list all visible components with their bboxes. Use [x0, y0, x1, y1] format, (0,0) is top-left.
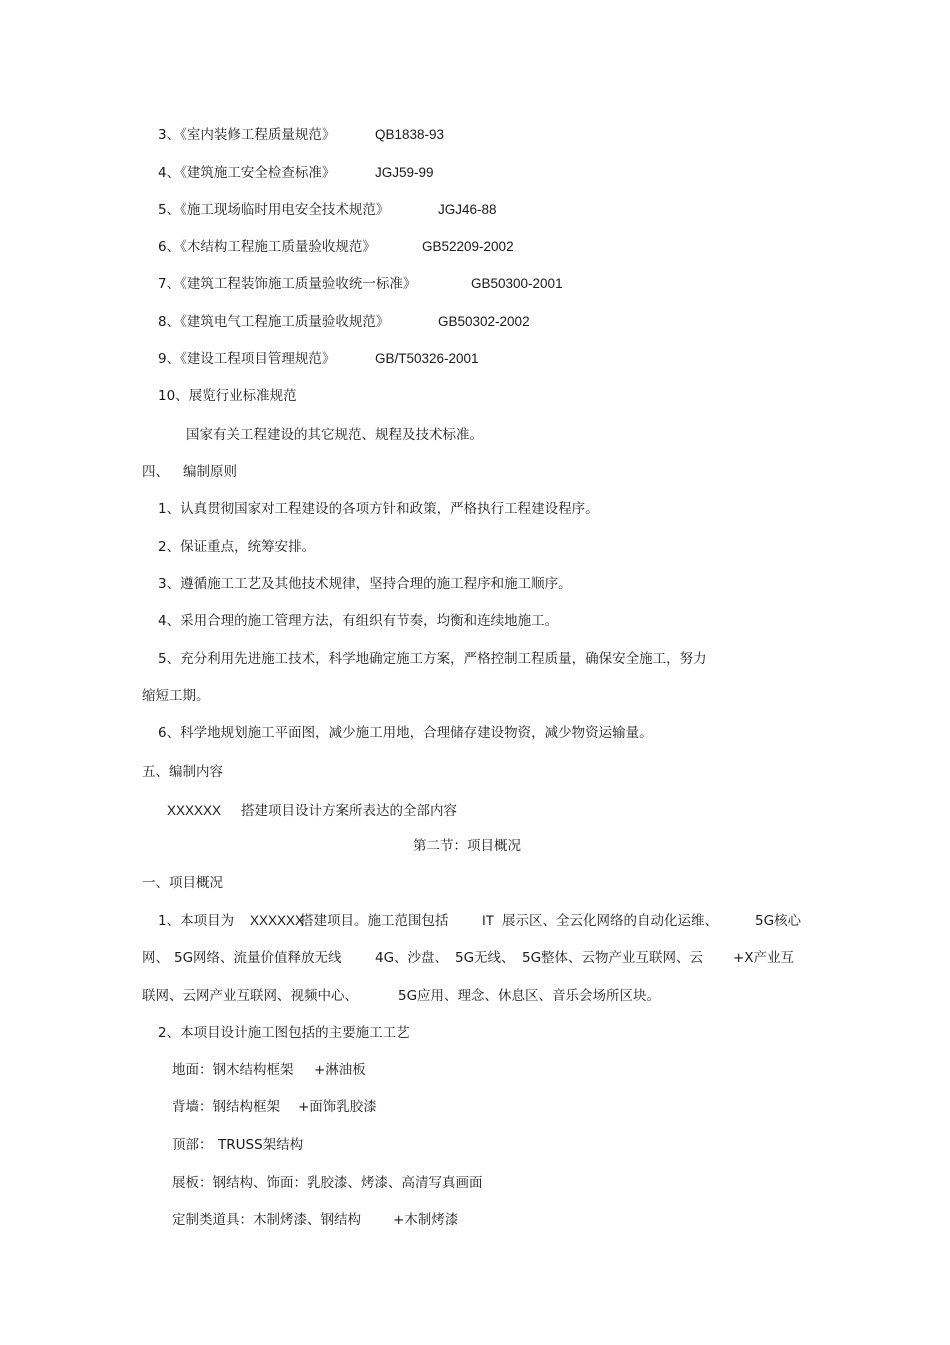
- section4-heading: [142, 463, 169, 481]
- principle-item-4: 4、采用合理的施工管理方法，有组织有节奏，均衡和连续地施工。: [158, 613, 559, 629]
- overview-p1-line2-d: 5G无线、: [455, 950, 515, 966]
- overview-p1-line1-a: 1、本项目为: [158, 913, 235, 929]
- standard-code-3: QB1838-93: [375, 127, 445, 142]
- standard-code-5: JGJ46-88: [438, 202, 497, 217]
- craft-floor: 地面：钢木结构框架: [172, 1062, 294, 1078]
- standard-num: 10、: [158, 388, 189, 404]
- standard-code-4: JGJ59-99: [375, 165, 434, 180]
- craft-floor-b: +淋油板: [314, 1062, 366, 1078]
- craft-backwall: 背墙：钢结构框架: [172, 1099, 280, 1115]
- overview-p1-line1-b: XXXXXX: [250, 913, 305, 928]
- standard-item-5: [158, 201, 389, 219]
- overview-p2: 2、本项目设计施工图包括的主要施工工艺: [158, 1025, 410, 1041]
- craft-top-b: TRUSS架结构: [218, 1137, 304, 1153]
- principle-item-5: 5、充分利用先进施工技术，科学地确定施工方案，严格控制工程质量，确保安全施工，努力: [158, 651, 707, 667]
- national-note: 国家有关工程建设的其它规范、规程及技术标准。: [186, 427, 483, 443]
- standard-num: 4、: [158, 165, 181, 181]
- standard-num: 5、: [158, 202, 181, 218]
- overview-p1-line1-e: 展示区、全云化网络的自动化运维、: [502, 913, 718, 929]
- section4-heading-text: 编制原则: [183, 464, 237, 480]
- standard-name: 《施工现场临时用电安全技术规范》: [180, 202, 390, 218]
- principle-item-1: 1、认真贯彻国家对工程建设的各项方针和政策，严格执行工程建设程序。: [158, 501, 599, 517]
- overview-heading: 一、项目概况: [142, 875, 223, 891]
- overview-p1-line3-b: 5G应用、理念、休息区、音乐会场所区块。: [398, 988, 661, 1004]
- standard-item-4: [158, 164, 335, 182]
- overview-p1-line1-f: 5G核心: [755, 913, 802, 929]
- standard-num: 6、: [158, 239, 181, 255]
- principle-item-2: 2、保证重点，统筹安排。: [158, 539, 316, 555]
- overview-p1-line2-c: 4G、沙盘、: [375, 950, 449, 966]
- standard-name: 《木结构工程施工质量验收规范》: [180, 239, 376, 255]
- standard-item-3: [158, 126, 335, 144]
- section5-content-code: XXXXXX: [167, 803, 222, 818]
- standard-item-6: [158, 238, 376, 256]
- standard-num: 7、: [158, 276, 181, 292]
- standard-name: 《建设工程项目管理规范》: [180, 351, 336, 367]
- standard-code-6: GB52209-2002: [422, 239, 514, 254]
- standard-code-9: GB/T50326-2001: [375, 351, 479, 366]
- standard-name: 《建筑施工安全检查标准》: [180, 165, 336, 181]
- section-title: 第二节：项目概况: [413, 838, 521, 854]
- craft-panel: 展板：钢结构、饰面：乳胶漆、烤漆、高清写真画面: [172, 1175, 483, 1191]
- craft-top: 顶部：: [172, 1137, 213, 1153]
- standard-name: 《建筑工程装饰施工质量验收统一标准》: [180, 276, 417, 292]
- overview-p1-line1-c: 搭建项目。施工范围包括: [300, 913, 449, 929]
- heading-num: 四、: [142, 464, 169, 480]
- standard-name: 《建筑电气工程施工质量验收规范》: [180, 314, 390, 330]
- standard-item-8: [158, 313, 389, 331]
- standard-item-9: [158, 350, 335, 368]
- overview-p1-line2-f: +X产业互: [733, 950, 795, 966]
- standard-item-10: [158, 387, 297, 405]
- craft-backwall-b: +面饰乳胶漆: [298, 1099, 377, 1115]
- standard-code-8: GB50302-2002: [438, 314, 530, 329]
- overview-p1-line2-b: 5G网络、流量价值释放无线: [174, 950, 342, 966]
- overview-p1-line2-a: 网、: [142, 950, 169, 966]
- overview-p1-line2-e: 5G整体、云物产业互联网、云: [522, 950, 704, 966]
- standard-name: 展览行业标准规范: [188, 388, 297, 404]
- standard-num: 9、: [158, 351, 181, 367]
- craft-props: 定制类道具：木制烤漆、钢结构: [172, 1212, 361, 1228]
- standard-name: 《室内装修工程质量规范》: [180, 127, 336, 143]
- section5-content: 搭建项目设计方案所表达的全部内容: [241, 803, 457, 819]
- section5-heading: 五、编制内容: [142, 764, 223, 780]
- standard-num: 8、: [158, 314, 181, 330]
- overview-p1-line3-a: 联网、云网产业互联网、视频中心、: [142, 988, 358, 1004]
- craft-props-b: +木制烤漆: [393, 1212, 459, 1228]
- standard-num: 3、: [158, 127, 181, 143]
- standard-item-7: [158, 275, 416, 293]
- principle-item-6: 6、科学地规划施工平面图，减少施工用地，合理储存建设物资，减少物资运输量。: [158, 725, 653, 741]
- overview-p1-line1-d: IT: [482, 913, 494, 928]
- standard-code-7: GB50300-2001: [471, 276, 563, 291]
- principle-item-3: 3、遵循施工工艺及其他技术规律，坚持合理的施工程序和施工顺序。: [158, 576, 572, 592]
- principle-item-5-cont: 缩短工期。: [142, 688, 210, 704]
